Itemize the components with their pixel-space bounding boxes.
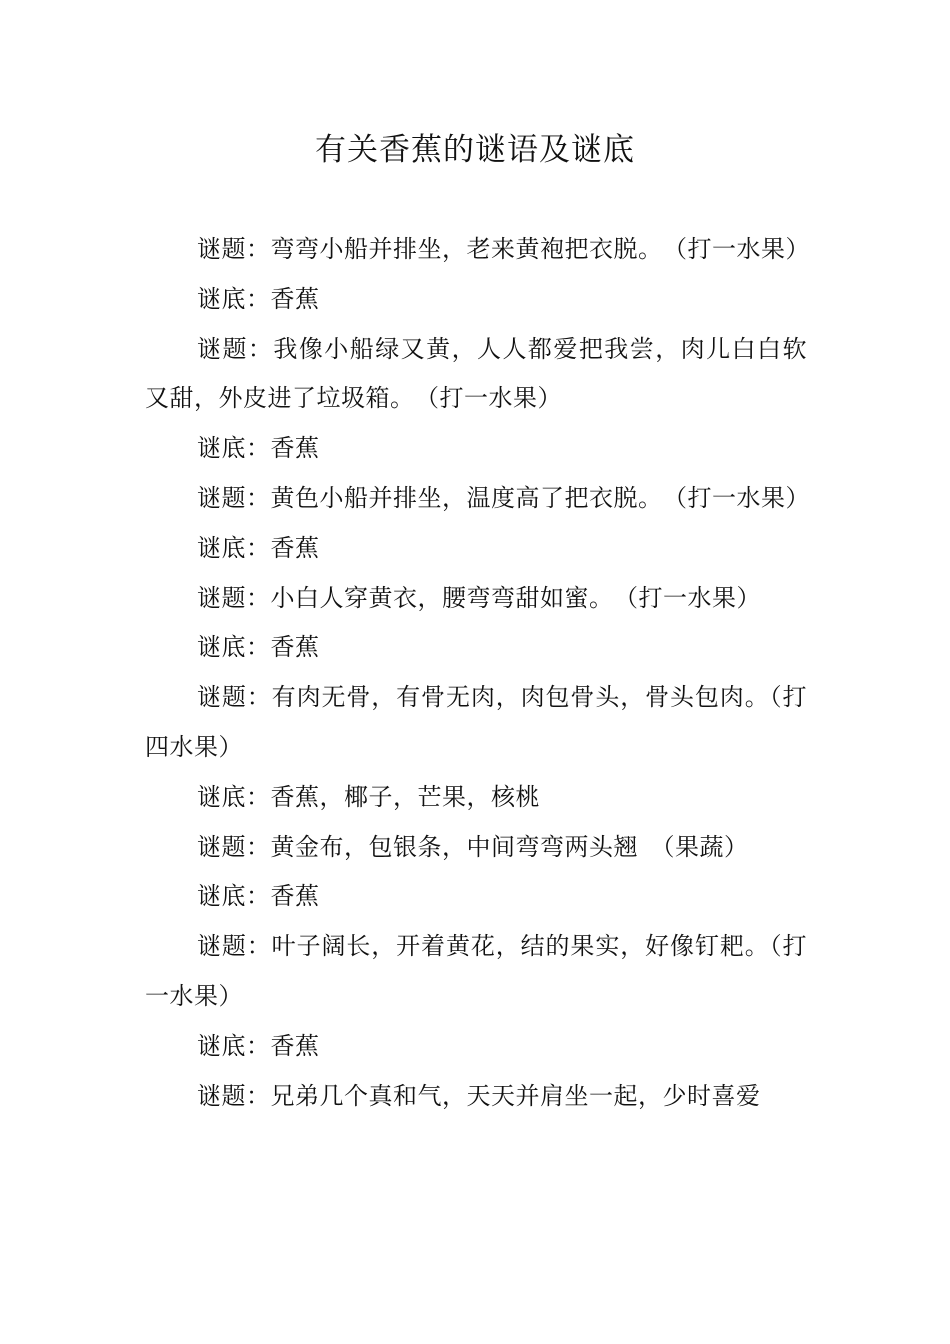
riddle-answer: 谜底：香蕉，椰子，芒果，核桃 — [197, 782, 540, 811]
document-title: 有关香蕉的谜语及谜底 — [315, 132, 635, 168]
document-body — [145, 225, 810, 1121]
riddle-question: 谜题：我像小船绿又黄，人人都爱把我尝，肉儿白白软又甜，外皮进了垃圾箱。 （打一水果） — [145, 334, 807, 413]
riddle-question: 谜题：叶子阔长，开着黄花，结的果实，好像钉耙。（打一水果） — [145, 932, 807, 1010]
riddle-answer: 谜底：香蕉 — [197, 284, 320, 313]
riddle-question: 谜题：弯弯小船并排坐，老来黄袍把衣脱。 （打一水果） — [197, 235, 810, 263]
riddle-question: 谜题：黄金布，包银条，中间弯弯两头翘 （果蔬） — [197, 832, 749, 861]
riddle-answer: 谜底：香蕉 — [197, 533, 320, 562]
riddle-answer: 谜底：香蕉 — [197, 633, 320, 662]
riddle-question: 谜题：有肉无骨，有骨无肉，肉包骨头，骨头包肉。（打四水果） — [145, 683, 807, 761]
riddle-answer: 谜底：香蕉 — [197, 882, 320, 911]
riddle-question: 谜题：小白人穿黄衣，腰弯弯甜如蜜。 （打一水果） — [197, 583, 761, 612]
riddle-answer: 谜底：香蕉 — [197, 434, 320, 463]
riddle-question: 谜题：黄色小船并排坐，温度高了把衣脱。 （打一水果） — [197, 483, 810, 512]
riddle-answer: 谜底：香蕉 — [197, 1031, 320, 1060]
riddle-question: 谜题：兄弟几个真和气，天天并肩坐一起，少时喜爱 — [197, 1081, 761, 1110]
